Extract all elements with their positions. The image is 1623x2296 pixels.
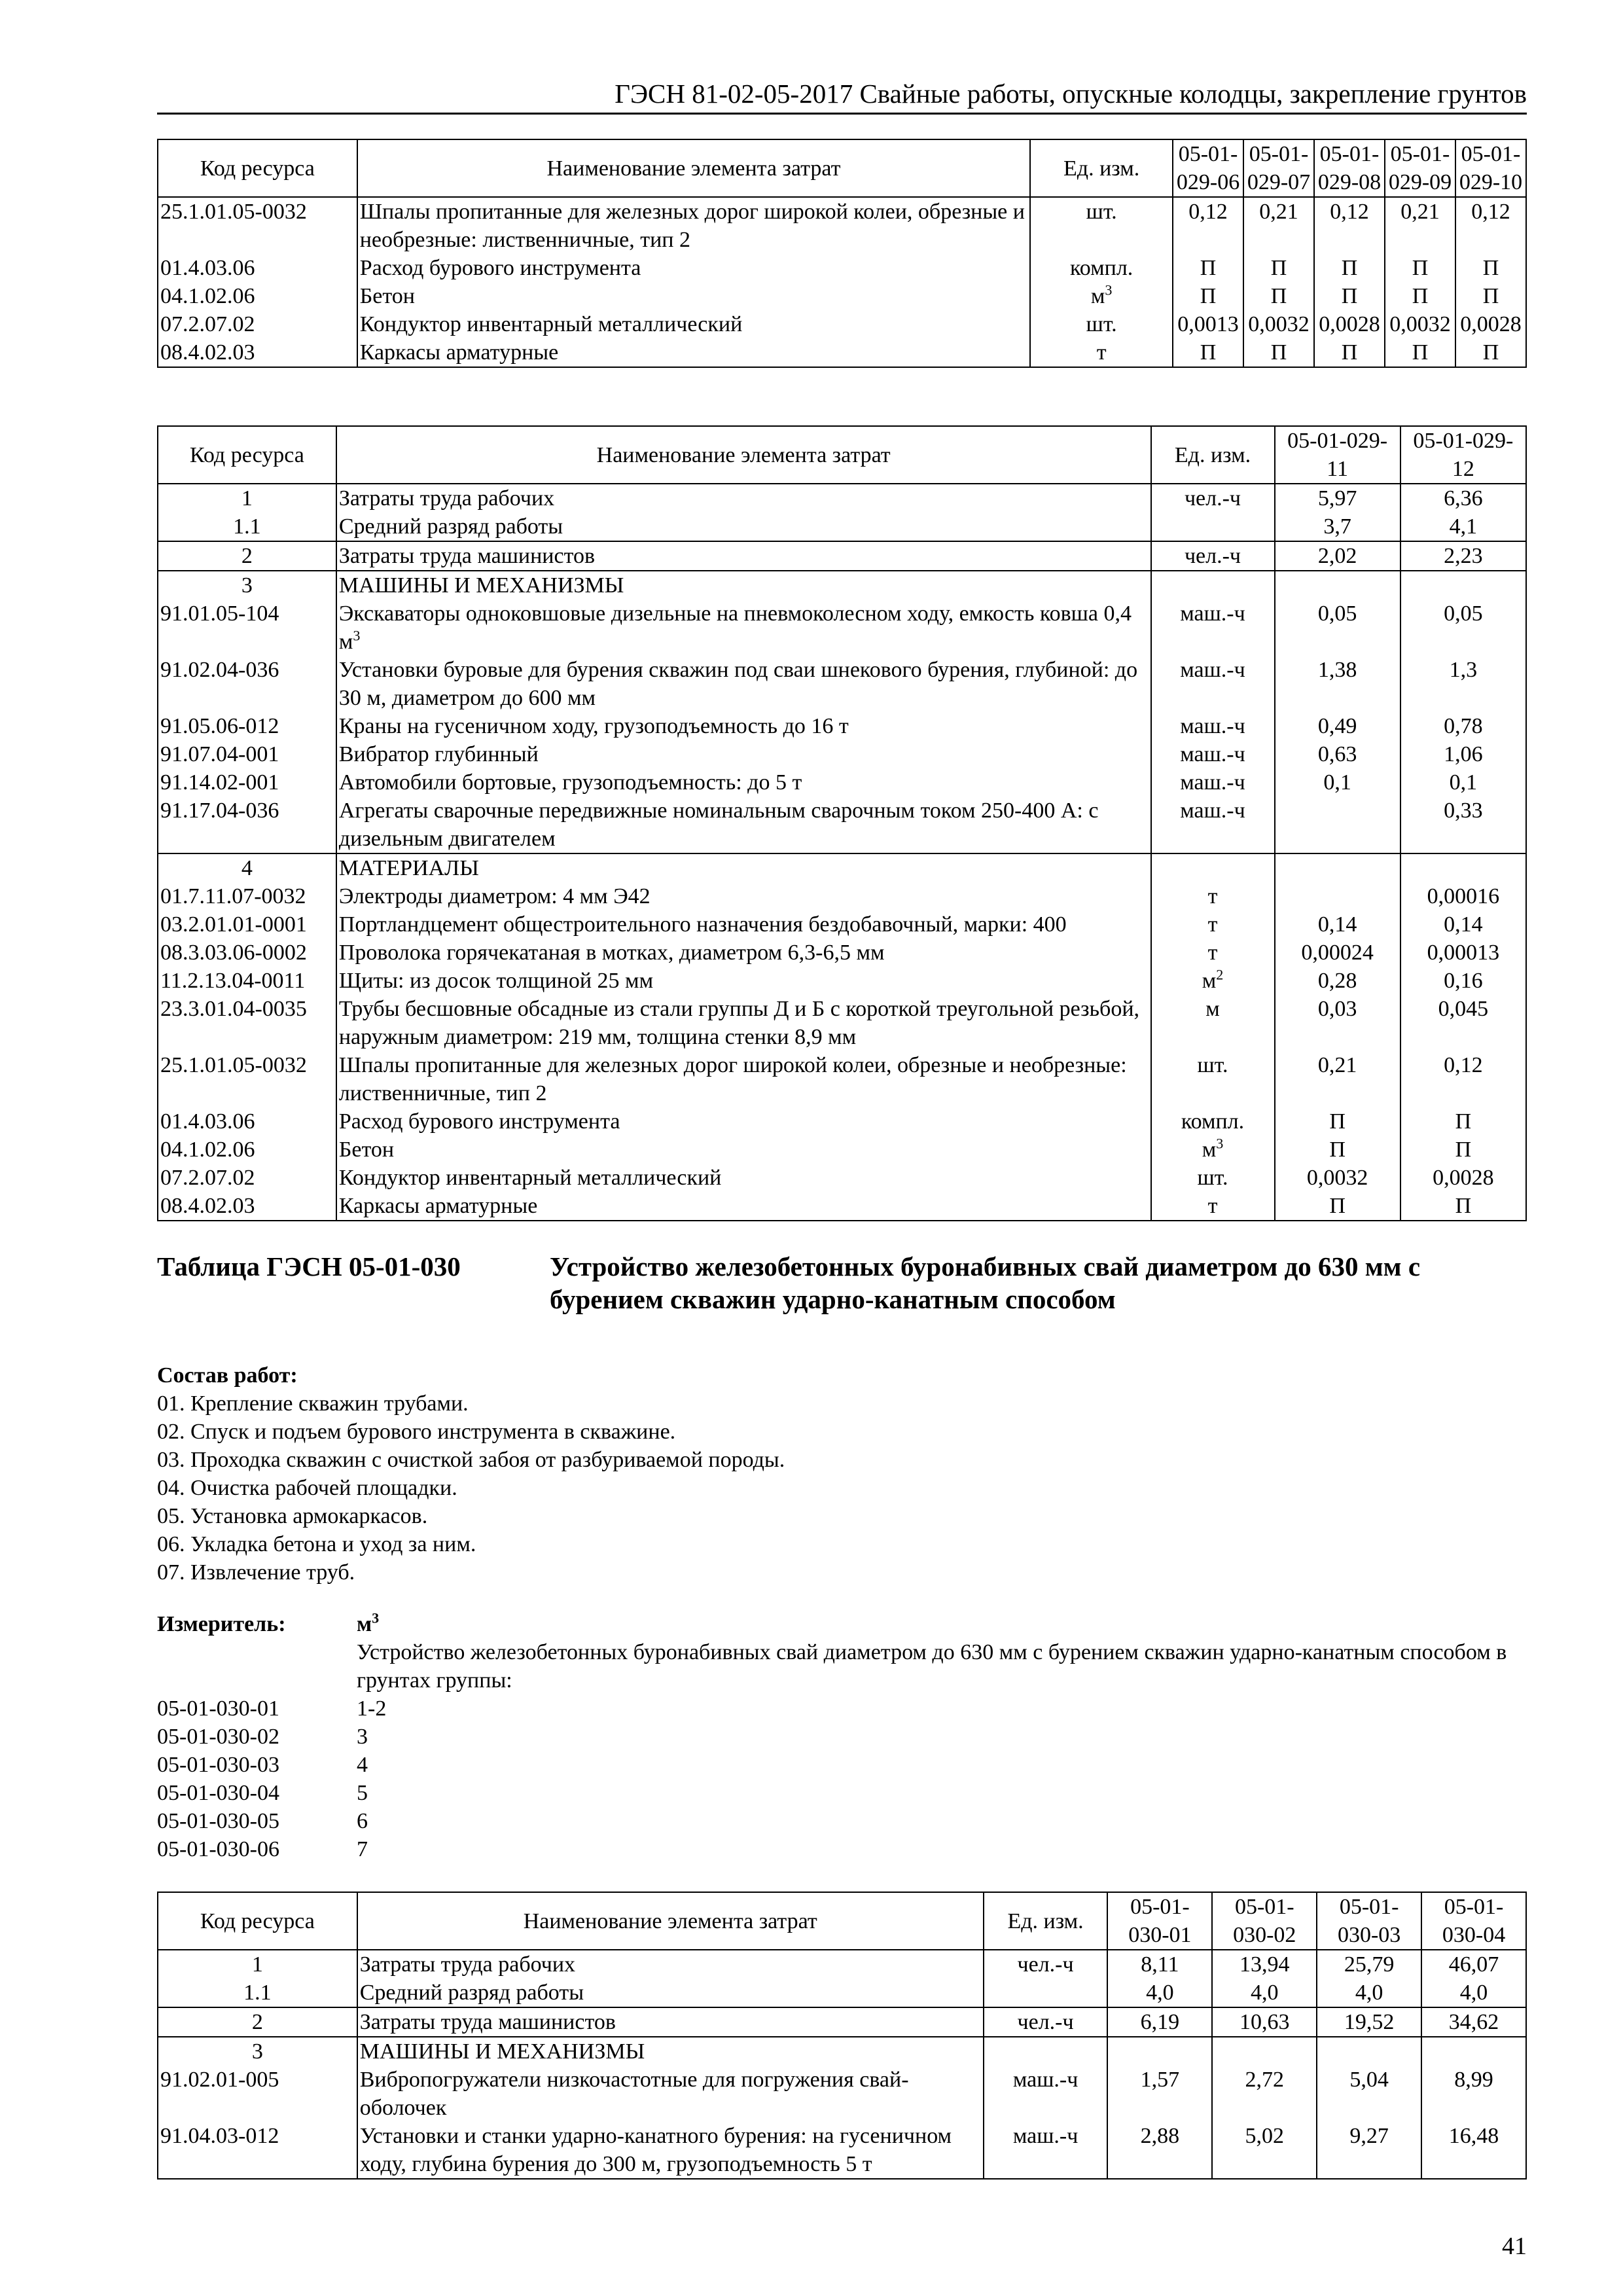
norm-value: 0,0032: [1243, 310, 1314, 338]
norm-value: 4,0: [1107, 1979, 1212, 2007]
table-row: [158, 1950, 1526, 1979]
norm-value: 0,00016: [1400, 882, 1526, 910]
norm-value: П: [1173, 254, 1243, 282]
norm-value: [1275, 797, 1400, 853]
resource-name: Электроды диаметром: 4 мм Э42: [336, 882, 1151, 910]
header-cell: Наименование элемента затрат: [336, 426, 1151, 484]
table-row: [158, 939, 1526, 967]
unit-of-measure: т: [1151, 882, 1275, 910]
resource-code: 01.4.03.06: [158, 1107, 336, 1136]
unit-of-measure: [984, 2037, 1108, 2066]
resource-name: Затраты труда рабочих: [336, 484, 1151, 512]
works-item: 03. Проходка скважин с очисткой забоя от разбуриваемой породы.: [157, 1448, 785, 1472]
unit-of-measure: чел.-ч: [1151, 484, 1275, 512]
meter-code: 05-01-030-03: [157, 1753, 279, 1777]
norm-value: 4,0: [1317, 1979, 1421, 2007]
unit-of-measure: $м^3$: [1151, 1136, 1275, 1164]
works-item: 01. Крепление скважин трубами.: [157, 1391, 469, 1416]
resource-code: 11.2.13.04-0011: [158, 967, 336, 995]
header-cell: 05-01-030-02: [1212, 1892, 1317, 1950]
norm-value: 3,7: [1275, 512, 1400, 541]
meter-value: 1-2: [357, 1696, 387, 1721]
unit-of-measure: маш.-ч: [1151, 740, 1275, 768]
header-cell: Код ресурса: [158, 426, 336, 484]
header-cell: 05-01-029-11: [1275, 426, 1400, 484]
works-item: 04. Очистка рабочей площадки.: [157, 1476, 457, 1500]
header-cell: Ед. изм.: [1030, 139, 1173, 197]
norm-value: 0,21: [1275, 1051, 1400, 1107]
resource-name: Краны на гусеничном ходу, грузоподъемность до 16 т: [336, 712, 1151, 740]
table-row: [158, 2066, 1526, 2122]
header-cell: 05-01-029-10: [1455, 139, 1526, 197]
norm-value: 0,045: [1400, 995, 1526, 1051]
unit-of-measure: [1151, 512, 1275, 541]
unit-of-measure: маш.-ч: [1151, 656, 1275, 712]
norm-value: П: [1455, 338, 1526, 367]
table-row: [158, 1192, 1526, 1221]
norm-value: 2,72: [1212, 2066, 1317, 2122]
table-header-row: [158, 426, 1526, 484]
table-row: [158, 740, 1526, 768]
norm-value: П: [1455, 254, 1526, 282]
norm-value: 6,36: [1400, 484, 1526, 512]
resource-code: 04.1.02.06: [158, 282, 357, 310]
norm-value: 5,04: [1317, 2066, 1421, 2122]
norm-value: 0,0032: [1385, 310, 1455, 338]
norm-value: П: [1314, 338, 1385, 367]
unit-of-measure: т: [1030, 338, 1173, 367]
resource-code: 07.2.07.02: [158, 1164, 336, 1192]
norm-value: 2,02: [1275, 541, 1400, 571]
resource-name: Бетон: [336, 1136, 1151, 1164]
unit-of-measure: [1151, 853, 1275, 882]
table-row: [158, 1164, 1526, 1192]
resource-code: 23.3.01.04-0035: [158, 995, 336, 1051]
table-row: [158, 282, 1526, 310]
resource-code: 04.1.02.06: [158, 1136, 336, 1164]
norm-value: [1275, 882, 1400, 910]
resource-code: 01.7.11.07-0032: [158, 882, 336, 910]
header-cell: Ед. изм.: [1151, 426, 1275, 484]
norm-value: 34,62: [1421, 2007, 1526, 2037]
resource-code: 3: [158, 571, 336, 600]
norm-value: 16,48: [1421, 2122, 1526, 2179]
norm-value: 4,0: [1212, 1979, 1317, 2007]
unit-of-measure: чел.-ч: [984, 1950, 1108, 1979]
resource-name: Затраты труда рабочих: [357, 1950, 984, 1979]
norm-value: 0,12: [1455, 197, 1526, 254]
header-cell: Код ресурса: [158, 1892, 357, 1950]
resource-name: Установки и станки ударно-канатного бурения: на гусеничном ходу, глубина бурения до 300 м, грузоподъемность 5 т: [357, 2122, 984, 2179]
norm-value: 4,0: [1421, 1979, 1526, 2007]
works-item: 05. Установка армокаркасов.: [157, 1504, 428, 1528]
header-cell: Код ресурса: [158, 139, 357, 197]
norm-value: 0,78: [1400, 712, 1526, 740]
meter-code: 05-01-030-06: [157, 1837, 279, 1861]
table-row: [158, 1107, 1526, 1136]
resource-code: 08.3.03.06-0002: [158, 939, 336, 967]
norm-value: 9,27: [1317, 2122, 1421, 2179]
resource-code: 91.04.03-012: [158, 2122, 357, 2179]
resource-code: 91.17.04-036: [158, 797, 336, 853]
table-row: [158, 1136, 1526, 1164]
header-cell: 05-01-029-07: [1243, 139, 1314, 197]
norm-value: 0,00024: [1275, 939, 1400, 967]
resource-name: Кондуктор инвентарный металлический: [357, 310, 1031, 338]
norm-value: П: [1243, 282, 1314, 310]
norm-value: 0,05: [1275, 600, 1400, 656]
norm-value: 0,0028: [1400, 1164, 1526, 1192]
norm-value: П: [1400, 1107, 1526, 1136]
meter-code: 05-01-030-02: [157, 1725, 279, 1749]
norm-value: 0,1: [1400, 768, 1526, 797]
norm-value: [1317, 2037, 1421, 2066]
norm-value: 2,23: [1400, 541, 1526, 571]
table-row: [158, 768, 1526, 797]
resource-table-029-11-12: [157, 425, 1527, 1221]
header-cell: 05-01-029-09: [1385, 139, 1455, 197]
unit-of-measure: маш.-ч: [1151, 712, 1275, 740]
resource-name: Щиты: из досок толщиной 25 мм: [336, 967, 1151, 995]
header-cell: 05-01-029-06: [1173, 139, 1243, 197]
table-row: [158, 600, 1526, 656]
resource-name: Средний разряд работы: [357, 1979, 984, 2007]
resource-name: Затраты труда машинистов: [357, 2007, 984, 2037]
resource-code: 1: [158, 1950, 357, 1979]
norm-value: П: [1275, 1136, 1400, 1164]
norm-value: 0,12: [1314, 197, 1385, 254]
resource-name: Установки буровые для бурения скважин под сваи шнекового бурения, глубиной: до 30 м, диаметром до 600 мм: [336, 656, 1151, 712]
norm-value: 13,94: [1212, 1950, 1317, 1979]
resource-name: МАТЕРИАЛЫ: [336, 853, 1151, 882]
header-cell: 05-01-030-03: [1317, 1892, 1421, 1950]
meter-value: 5: [357, 1781, 368, 1805]
unit-of-measure: [1151, 571, 1275, 600]
header-cell: 05-01-030-01: [1107, 1892, 1212, 1950]
table-header-row: [158, 139, 1526, 197]
header-cell: Ед. изм.: [984, 1892, 1108, 1950]
resource-code: 2: [158, 541, 336, 571]
unit-of-measure: маш.-ч: [1151, 797, 1275, 853]
table-row: [158, 484, 1526, 512]
table-row: [158, 310, 1526, 338]
resource-code: 91.02.01-005: [158, 2066, 357, 2122]
resource-table-029-06-10: [157, 139, 1527, 368]
resource-code: 91.01.05-104: [158, 600, 336, 656]
norm-value: П: [1314, 254, 1385, 282]
norm-value: 5,02: [1212, 2122, 1317, 2179]
unit-of-measure: чел.-ч: [1151, 541, 1275, 571]
unit-of-measure: компл.: [1030, 254, 1173, 282]
resource-code: 08.4.02.03: [158, 1192, 336, 1221]
resource-name: Шпалы пропитанные для железных дорог широкой колеи, обрезные и необрезные: лиственничные, тип 2: [336, 1051, 1151, 1107]
norm-value: П: [1385, 254, 1455, 282]
table-row: [158, 712, 1526, 740]
resource-name: Каркасы арматурные: [336, 1192, 1151, 1221]
table-row: [158, 541, 1526, 571]
header-cell: 05-01-030-04: [1421, 1892, 1526, 1950]
meter-value: 3: [357, 1725, 368, 1749]
norm-value: 0,1: [1275, 768, 1400, 797]
resource-name: Вибропогружатели низкочастотные для погружения свай-оболочек: [357, 2066, 984, 2122]
table-row: [158, 797, 1526, 853]
unit-of-measure: маш.-ч: [1151, 768, 1275, 797]
unit-of-measure: маш.-ч: [984, 2066, 1108, 2122]
norm-value: 4,1: [1400, 512, 1526, 541]
table-row: [158, 2007, 1526, 2037]
running-header: ГЭСН 81-02-05-2017 Свайные работы, опускные колодцы, закрепление грунтов: [157, 77, 1527, 115]
norm-value: 0,12: [1400, 1051, 1526, 1107]
unit-of-measure: компл.: [1151, 1107, 1275, 1136]
table-header-row: [158, 1892, 1526, 1950]
norm-value: [1275, 853, 1400, 882]
norm-value: [1421, 2037, 1526, 2066]
header-cell: 05-01-029-12: [1400, 426, 1526, 484]
header-cell: Наименование элемента затрат: [357, 139, 1031, 197]
table-row: [158, 995, 1526, 1051]
resource-code: 1.1: [158, 1979, 357, 2007]
resource-code: 4: [158, 853, 336, 882]
resource-name: Расход бурового инструмента: [336, 1107, 1151, 1136]
norm-value: 0,14: [1400, 910, 1526, 939]
header-cell: 05-01-029-08: [1314, 139, 1385, 197]
resource-name: Агрегаты сварочные передвижные номинальным сварочным током 250-400 А: с дизельным двигателем: [336, 797, 1151, 853]
norm-value: П: [1173, 282, 1243, 310]
norm-value: П: [1400, 1192, 1526, 1221]
meter-value: 6: [357, 1809, 368, 1833]
norm-value: П: [1243, 338, 1314, 367]
norm-value: 25,79: [1317, 1950, 1421, 1979]
unit-of-measure: м: [1151, 995, 1275, 1051]
norm-value: [1275, 571, 1400, 600]
norm-value: 0,00013: [1400, 939, 1526, 967]
resource-code: 1: [158, 484, 336, 512]
norm-value: 0,0028: [1455, 310, 1526, 338]
resource-code: 25.1.01.05-0032: [158, 1051, 336, 1107]
resource-code: 91.07.04-001: [158, 740, 336, 768]
unit-of-measure: шт.: [1030, 310, 1173, 338]
table-row: [158, 882, 1526, 910]
norm-value: П: [1455, 282, 1526, 310]
resource-name: Портландцемент общестроительного назначения бездобавочный, марки: 400: [336, 910, 1151, 939]
resource-code: 03.2.01.01-0001: [158, 910, 336, 939]
header-cell: Наименование элемента затрат: [357, 1892, 984, 1950]
unit-of-measure: т: [1151, 910, 1275, 939]
resource-code: 91.14.02-001: [158, 768, 336, 797]
norm-value: П: [1173, 338, 1243, 367]
norm-value: [1400, 571, 1526, 600]
works-item: 02. Спуск и подъем бурового инструмента в скважине.: [157, 1420, 676, 1444]
norm-value: 0,0032: [1275, 1164, 1400, 1192]
norm-value: 6,19: [1107, 2007, 1212, 2037]
norm-value: 0,33: [1400, 797, 1526, 853]
table-code: Таблица ГЭСН 05-01-030: [157, 1251, 461, 1282]
norm-value: 0,16: [1400, 967, 1526, 995]
norm-value: 46,07: [1421, 1950, 1526, 1979]
norm-value: 0,28: [1275, 967, 1400, 995]
norm-value: 0,0028: [1314, 310, 1385, 338]
table-row: [158, 197, 1526, 254]
resource-name: Расход бурового инструмента: [357, 254, 1031, 282]
norm-value: 1,06: [1400, 740, 1526, 768]
works-composition: [157, 1361, 785, 1587]
unit-of-measure: $м^2$: [1151, 967, 1275, 995]
norm-value: 0,49: [1275, 712, 1400, 740]
norm-value: П: [1385, 338, 1455, 367]
table-row: [158, 254, 1526, 282]
norm-value: 0,14: [1275, 910, 1400, 939]
norm-value: 0,05: [1400, 600, 1526, 656]
norm-value: П: [1243, 254, 1314, 282]
unit-of-measure: маш.-ч: [1151, 600, 1275, 656]
works-item: 07. Извлечение труб.: [157, 1560, 355, 1585]
unit-of-measure: шт.: [1151, 1164, 1275, 1192]
resource-name: Вибратор глубинный: [336, 740, 1151, 768]
resource-code: 25.1.01.05-0032: [158, 197, 357, 254]
norm-value: 19,52: [1317, 2007, 1421, 2037]
unit-of-measure: [984, 1979, 1108, 2007]
meter-value: 7: [357, 1837, 368, 1861]
resource-name: МАШИНЫ И МЕХАНИЗМЫ: [357, 2037, 984, 2066]
resource-code: 01.4.03.06: [158, 254, 357, 282]
resource-name: Проволока горячекатаная в мотках, диаметром 6,3-6,5 мм: [336, 939, 1151, 967]
resource-code: 07.2.07.02: [158, 310, 357, 338]
resource-name: Шпалы пропитанные для железных дорог широкой колеи, обрезные и необрезные: лиственничные, тип 2: [357, 197, 1031, 254]
table-row: [158, 1979, 1526, 2007]
norm-value: 8,99: [1421, 2066, 1526, 2122]
works-heading: Состав работ:: [157, 1363, 298, 1388]
meter-code: 05-01-030-04: [157, 1781, 279, 1805]
table-row: [158, 656, 1526, 712]
table-row: [158, 853, 1526, 882]
norm-value: 1,3: [1400, 656, 1526, 712]
resource-name: МАШИНЫ И МЕХАНИЗМЫ: [336, 571, 1151, 600]
resource-name: Каркасы арматурные: [357, 338, 1031, 367]
unit-of-measure: шт.: [1030, 197, 1173, 254]
norm-value: 0,03: [1275, 995, 1400, 1051]
table-row: [158, 571, 1526, 600]
table-row: [158, 967, 1526, 995]
meter-unit: $м^3$: [357, 1609, 380, 1636]
resource-name: Кондуктор инвентарный металлический: [336, 1164, 1151, 1192]
unit-of-measure: т: [1151, 1192, 1275, 1221]
norm-value: 1,57: [1107, 2066, 1212, 2122]
table-row: [158, 512, 1526, 541]
table-row: [158, 338, 1526, 367]
unit-of-measure: шт.: [1151, 1051, 1275, 1107]
norm-value: 0,21: [1243, 197, 1314, 254]
norm-value: 0,63: [1275, 740, 1400, 768]
meter-value: 4: [357, 1753, 368, 1777]
table-row: [158, 2037, 1526, 2066]
norm-value: 0,0013: [1173, 310, 1243, 338]
resource-name: Автомобили бортовые, грузоподъемность: до 5 т: [336, 768, 1151, 797]
page-number: 41: [1502, 2233, 1527, 2260]
norm-value: 8,11: [1107, 1950, 1212, 1979]
meter-description: Устройство железобетонных буронабивных свай диаметром до 630 мм с бурением скважин ударно-канатным способом в грунтах группы:: [357, 1640, 1507, 1693]
works-item: 06. Укладка бетона и уход за ним.: [157, 1532, 476, 1556]
unit-of-measure: маш.-ч: [984, 2122, 1108, 2179]
resource-code: 91.02.04-036: [158, 656, 336, 712]
table-row: [158, 910, 1526, 939]
resource-name: Бетон: [357, 282, 1031, 310]
resource-name: Затраты труда машинистов: [336, 541, 1151, 571]
norm-value: 5,97: [1275, 484, 1400, 512]
table-row: [158, 1051, 1526, 1107]
resource-code: 3: [158, 2037, 357, 2066]
norm-value: 10,63: [1212, 2007, 1317, 2037]
norm-value: [1400, 853, 1526, 882]
table-row: [158, 2122, 1526, 2179]
resource-code: 91.05.06-012: [158, 712, 336, 740]
norm-value: П: [1314, 282, 1385, 310]
resource-code: 08.4.02.03: [158, 338, 357, 367]
unit-of-measure: $м^3$: [1030, 282, 1173, 310]
meter-label: Измеритель:: [157, 1612, 286, 1636]
resource-code: 1.1: [158, 512, 336, 541]
norm-value: [1107, 2037, 1212, 2066]
norm-value: 0,12: [1173, 197, 1243, 254]
meter-code: 05-01-030-01: [157, 1696, 279, 1721]
table-name: Устройство железобетонных буронабивных свай диаметром до 630 мм с бурением скважин ударно-канатным способом: [550, 1251, 1421, 1314]
resource-name: Средний разряд работы: [336, 512, 1151, 541]
meter-code: 05-01-030-05: [157, 1809, 279, 1833]
unit-of-measure: чел.-ч: [984, 2007, 1108, 2037]
resource-name: Трубы бесшовные обсадные из стали группы Д и Б с короткой треугольной резьбой, наружным диаметром: 219 мм, толщина стенки 8,9 мм: [336, 995, 1151, 1051]
norm-value: П: [1275, 1192, 1400, 1221]
norm-value: 2,88: [1107, 2122, 1212, 2179]
measurement-unit-block: [157, 1610, 1531, 1863]
resource-table-030-01-04: [157, 1892, 1527, 2179]
norm-value: П: [1385, 282, 1455, 310]
norm-value: 1,38: [1275, 656, 1400, 712]
norm-value: П: [1275, 1107, 1400, 1136]
norm-value: П: [1400, 1136, 1526, 1164]
norm-value: [1212, 2037, 1317, 2066]
norm-value: 0,21: [1385, 197, 1455, 254]
resource-name: Экскаваторы одноковшовые дизельные на пневмоколесном ходу, емкость ковша 0,4 $м^3$: [336, 600, 1151, 656]
unit-of-measure: т: [1151, 939, 1275, 967]
resource-code: 2: [158, 2007, 357, 2037]
